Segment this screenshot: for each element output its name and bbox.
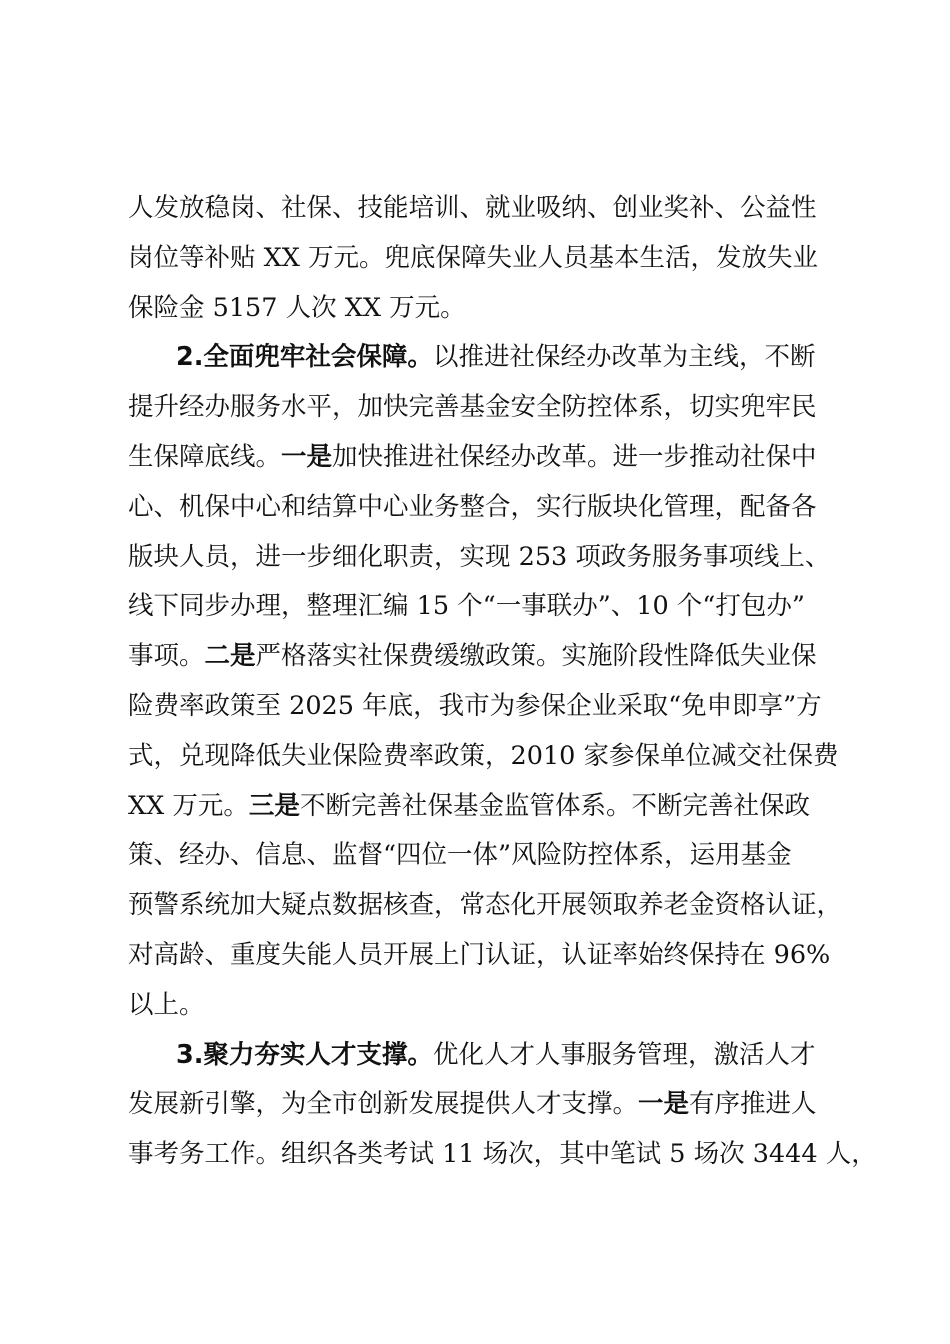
text-line: 以上。: [128, 989, 205, 1020]
text-span: 不断完善社保基金监管体系。不断完善社保政: [299, 790, 810, 821]
text-span: 严格落实社保费缓缴政策。实施阶段性降低失业保: [255, 641, 817, 672]
paragraph-employment-subsidy: [128, 184, 858, 333]
text-line: [128, 782, 858, 832]
text-span: 有序推进人: [689, 1089, 817, 1120]
text-line: 线下同步办理，整理汇编 15 个“一事联办”、10 个“打包办”: [128, 591, 805, 622]
text-line: 人发放稳岗、社保、技能培训、就业吸纳、创业奖补、公益性: [128, 193, 817, 223]
text-line: [128, 1031, 858, 1081]
ordinal-second: 二是: [204, 641, 256, 672]
text-span: 生保障底线。: [128, 441, 282, 472]
text-line: 策、经办、信息、监督“四位一体”风险防控体系，运用基金: [128, 840, 792, 871]
paragraph-talent-support: [128, 1031, 877, 1180]
text-line: [128, 433, 858, 483]
section-heading-social-security: 2.全面兜牢社会保障。: [176, 342, 433, 373]
text-line: [128, 1080, 858, 1130]
text-line: 事考务工作。组织各类考试 11 场次，其中笔试 5 场次 3444 人，: [128, 1139, 877, 1170]
text-span: 事项。: [128, 641, 205, 672]
text-span: XX 万元。: [128, 790, 249, 821]
text-line: [128, 632, 858, 682]
ordinal-third: 三是: [248, 790, 300, 821]
text-line: 对高龄、重度失能人员开展上门认证，认证率始终保持在 96%: [128, 939, 831, 970]
text-span: 加快推进社保经办改革。进一步推动社保中: [332, 441, 817, 472]
text-line: 心、机保中心和结算中心业务整合，实行版块化管理，配备各: [128, 491, 817, 522]
document-page: [128, 184, 877, 1180]
text-line: 版块人员，进一步细化职责，实现 253 项政务服务事项线上、: [128, 541, 831, 572]
text-line: 预警系统加大疑点数据核查，常态化开展领取养老金资格认证，: [128, 890, 843, 921]
text-span: 发展新引擎，为全市创新发展提供人才支撑。: [128, 1089, 639, 1120]
paragraph-social-security: [128, 333, 858, 1030]
text-line: 式，兑现降低失业保险费率政策，2010 家参保单位减交社保费: [128, 740, 839, 771]
text-line: [128, 333, 858, 383]
text-line: 岗位等补贴 XX 万元。兜底保障失业人员基本生活，发放失业: [128, 242, 819, 273]
text-span: 以推进社保经办改革为主线，不断: [432, 342, 816, 373]
ordinal-first: 一是: [281, 441, 333, 472]
text-line: 险费率政策至 2025 年底，我市为参保企业采取“免申即享”方: [128, 690, 822, 721]
ordinal-first: 一是: [638, 1089, 690, 1120]
text-line: 提升经办服务水平，加快完善基金安全防控体系，切实兜牢民: [128, 392, 817, 423]
text-line: 保险金 5157 人次 XX 万元。: [128, 292, 466, 323]
text-span: 优化人才人事服务管理，激活人才: [432, 1039, 816, 1070]
section-heading-talent-support: 3.聚力夯实人才支撑。: [176, 1039, 433, 1070]
